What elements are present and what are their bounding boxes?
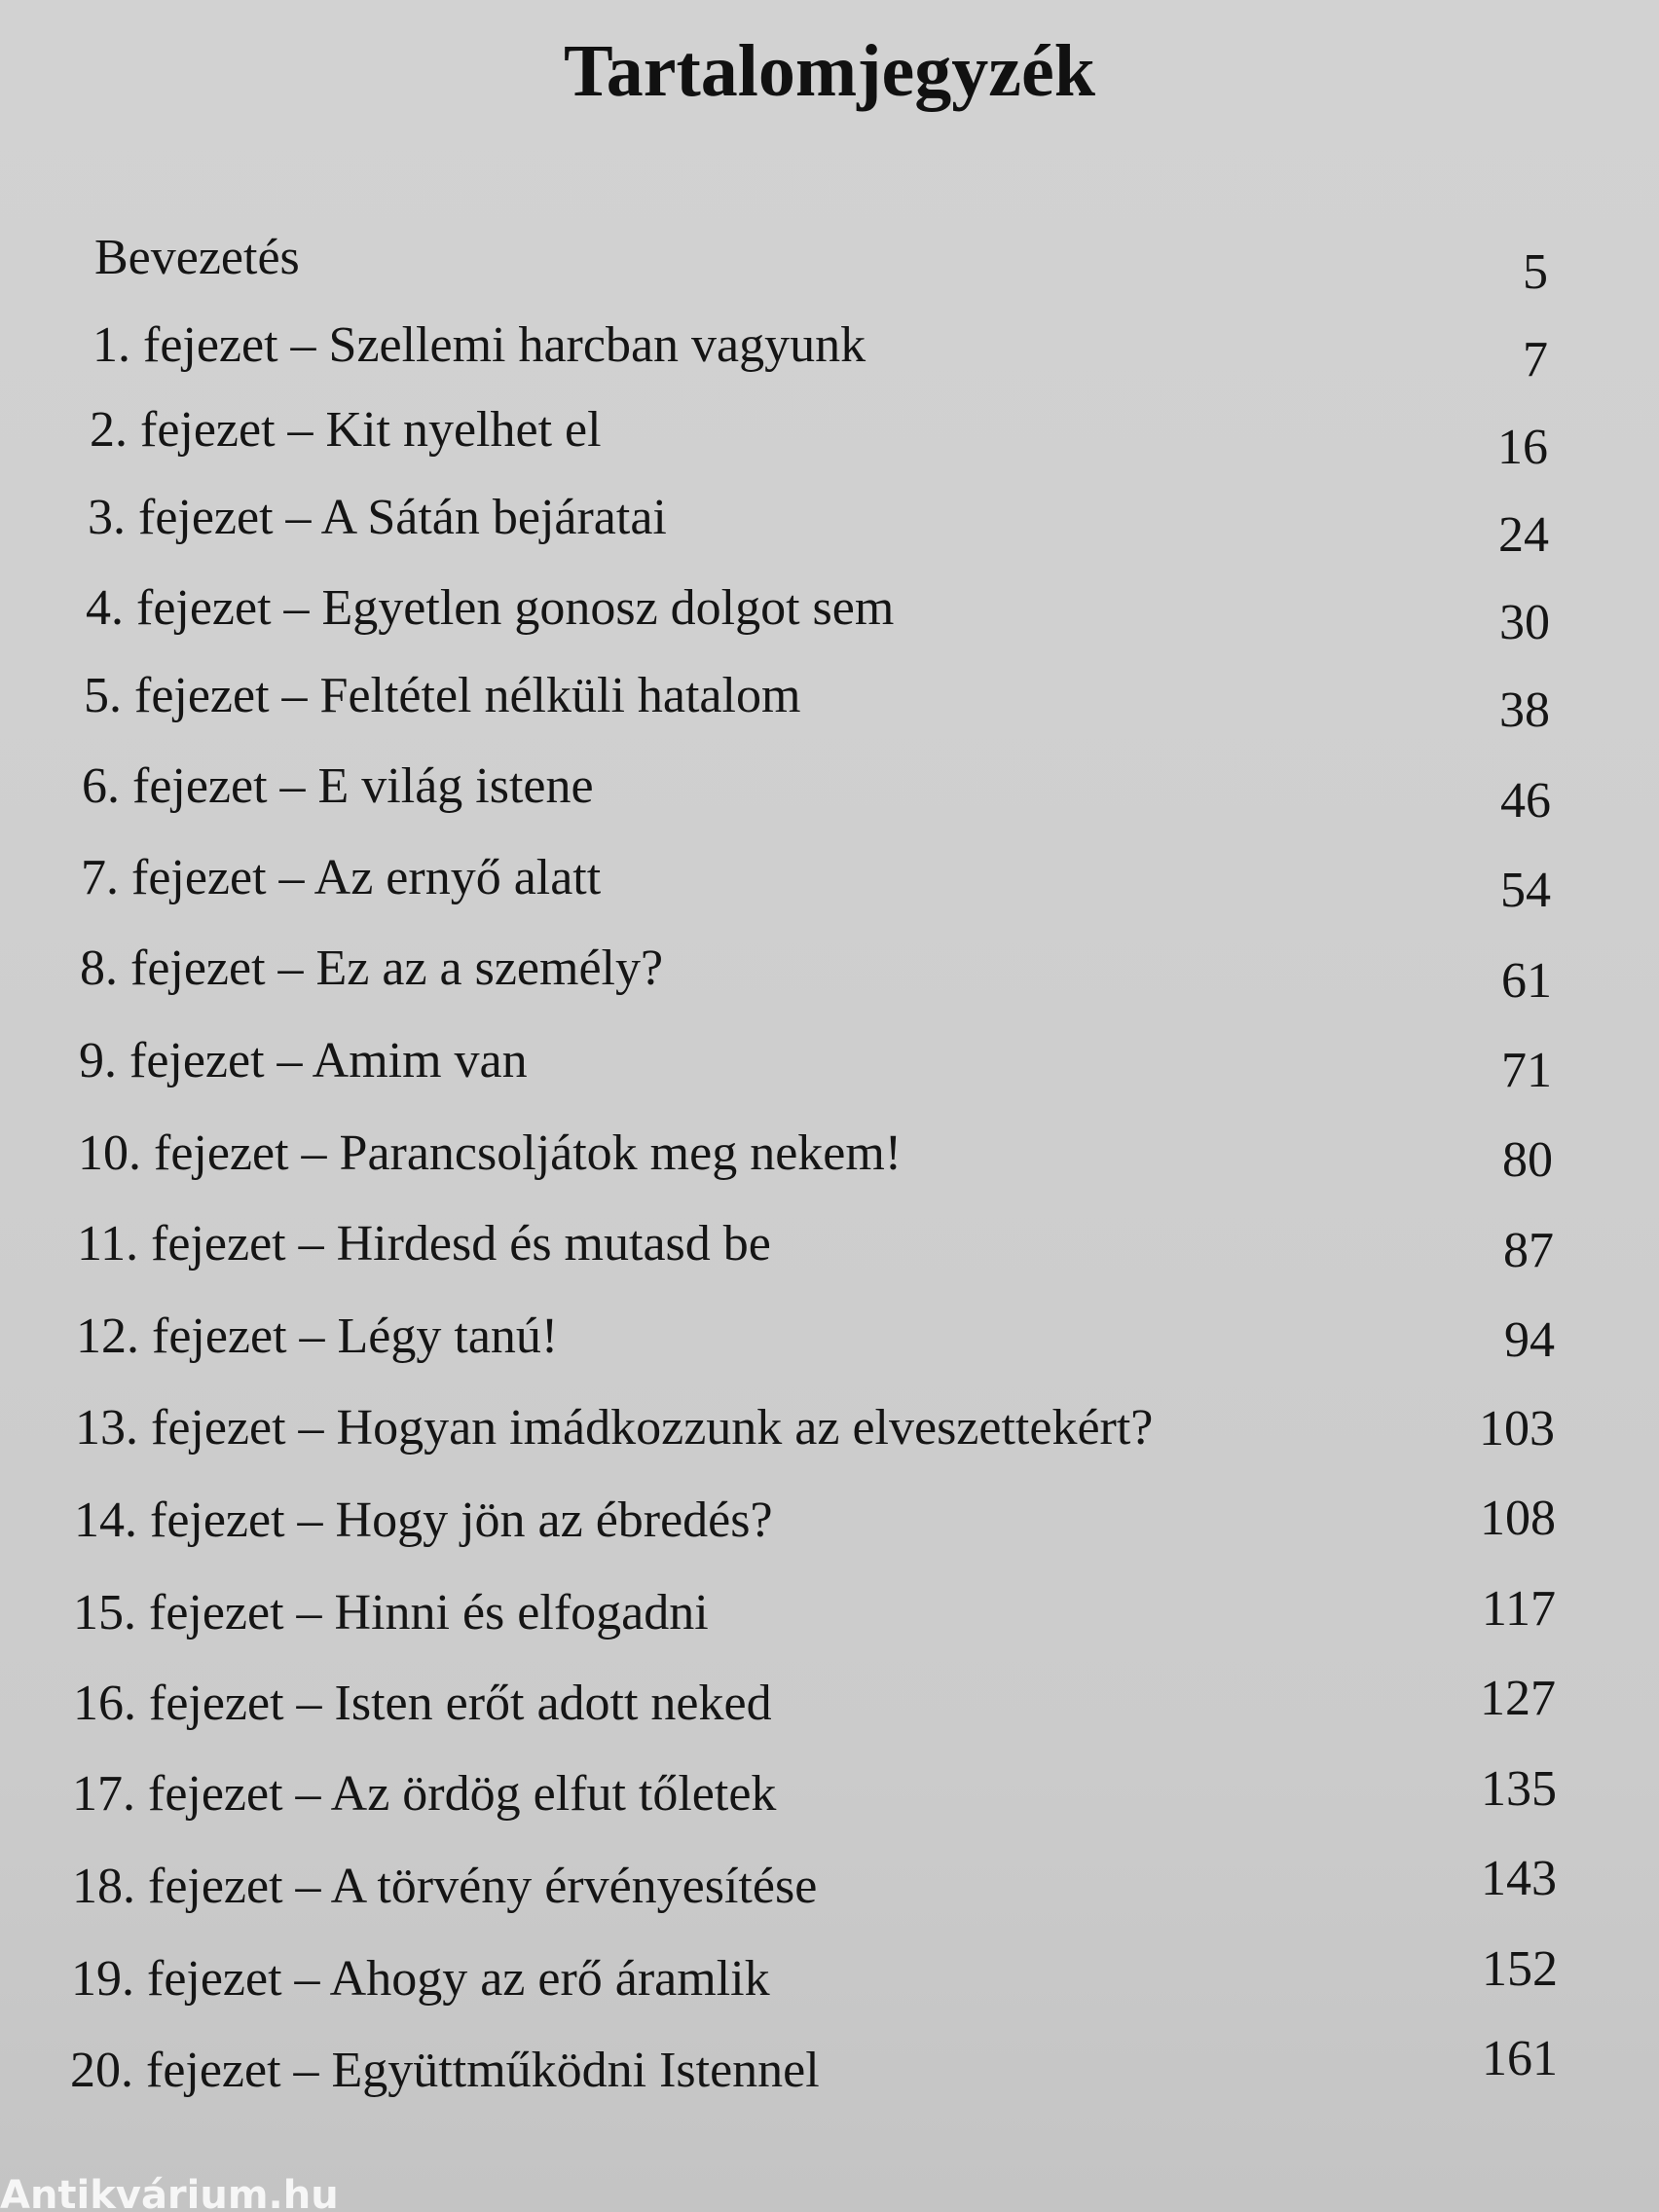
- toc-entry-label: 15. fejezet – Hinni és elfogadni: [73, 1585, 709, 1641]
- toc-entry-label: 4. fejezet – Egyetlen gonosz dolgot sem: [86, 580, 895, 636]
- toc-entry-label: 3. fejezet – A Sátán bejáratai: [88, 490, 667, 545]
- toc-entry-label: 12. fejezet – Légy tanú!: [76, 1309, 559, 1364]
- toc-entry-label: 8. fejezet – Ez az a személy?: [80, 940, 664, 996]
- toc-entry-page: 94: [1504, 1312, 1555, 1368]
- toc-entry-label: 10. fejezet – Parancsoljátok meg nekem!: [78, 1125, 903, 1181]
- toc-entry-page: 143: [1481, 1851, 1557, 1906]
- toc-entry-page: 46: [1500, 773, 1551, 829]
- toc-entry-label: 9. fejezet – Amim van: [79, 1033, 528, 1088]
- page-title: Tartalomjegyzék: [564, 30, 1095, 112]
- toc-entry-page: 7: [1523, 332, 1548, 387]
- toc-entry-page: 135: [1481, 1761, 1557, 1817]
- toc-entry-label: 5. fejezet – Feltétel nélküli hatalom: [84, 668, 801, 723]
- watermark: Antikvárium.hu: [0, 2173, 339, 2212]
- toc-entry-label: 6. fejezet – E világ istene: [82, 758, 594, 814]
- toc-entry-page: 24: [1498, 507, 1549, 563]
- toc-entry-label: 16. fejezet – Isten erőt adott neked: [73, 1676, 772, 1731]
- toc-entry-page: 103: [1479, 1401, 1555, 1456]
- toc-entry-page: 80: [1502, 1132, 1553, 1188]
- toc-entry-label: 1. fejezet – Szellemi harcban vagyunk: [92, 317, 866, 373]
- toc-entry-page: 117: [1481, 1581, 1556, 1637]
- toc-entry-page: 5: [1523, 244, 1548, 300]
- toc-entry-label: 7. fejezet – Az ernyő alatt: [81, 850, 602, 905]
- toc-entry-label: 14. fejezet – Hogy jön az ébredés?: [74, 1493, 773, 1548]
- toc-entry-page: 38: [1499, 682, 1550, 738]
- toc-entry-page: 161: [1482, 2031, 1558, 2086]
- toc-entry-label: 20. fejezet – Együttműködni Istennel: [70, 2043, 820, 2098]
- toc-entry-label: Bevezetés: [94, 230, 300, 285]
- toc-entry-page: 54: [1500, 863, 1551, 918]
- toc-entry-page: 152: [1482, 1941, 1558, 1997]
- toc-entry-page: 61: [1501, 953, 1552, 1009]
- toc-entry-page: 127: [1480, 1671, 1556, 1726]
- toc-entry-label: 19. fejezet – Ahogy az erő áramlik: [71, 1951, 770, 2007]
- toc-entry-label: 13. fejezet – Hogyan imádkozzunk az elveszettekért?: [75, 1400, 1154, 1456]
- toc-entry-label: 17. fejezet – Az ördög elfut tőletek: [72, 1766, 777, 1822]
- toc-entry-label: 2. fejezet – Kit nyelhet el: [90, 402, 602, 458]
- toc-entry-page: 108: [1480, 1491, 1556, 1546]
- toc-entry-page: 30: [1499, 595, 1550, 650]
- toc-entry-label: 18. fejezet – A törvény érvényesítése: [72, 1859, 818, 1914]
- toc-entry-page: 16: [1497, 420, 1548, 475]
- toc-entry-page: 71: [1501, 1043, 1552, 1098]
- toc-entry-label: 11. fejezet – Hirdesd és mutasd be: [77, 1216, 771, 1272]
- toc-entry-page: 87: [1503, 1223, 1554, 1278]
